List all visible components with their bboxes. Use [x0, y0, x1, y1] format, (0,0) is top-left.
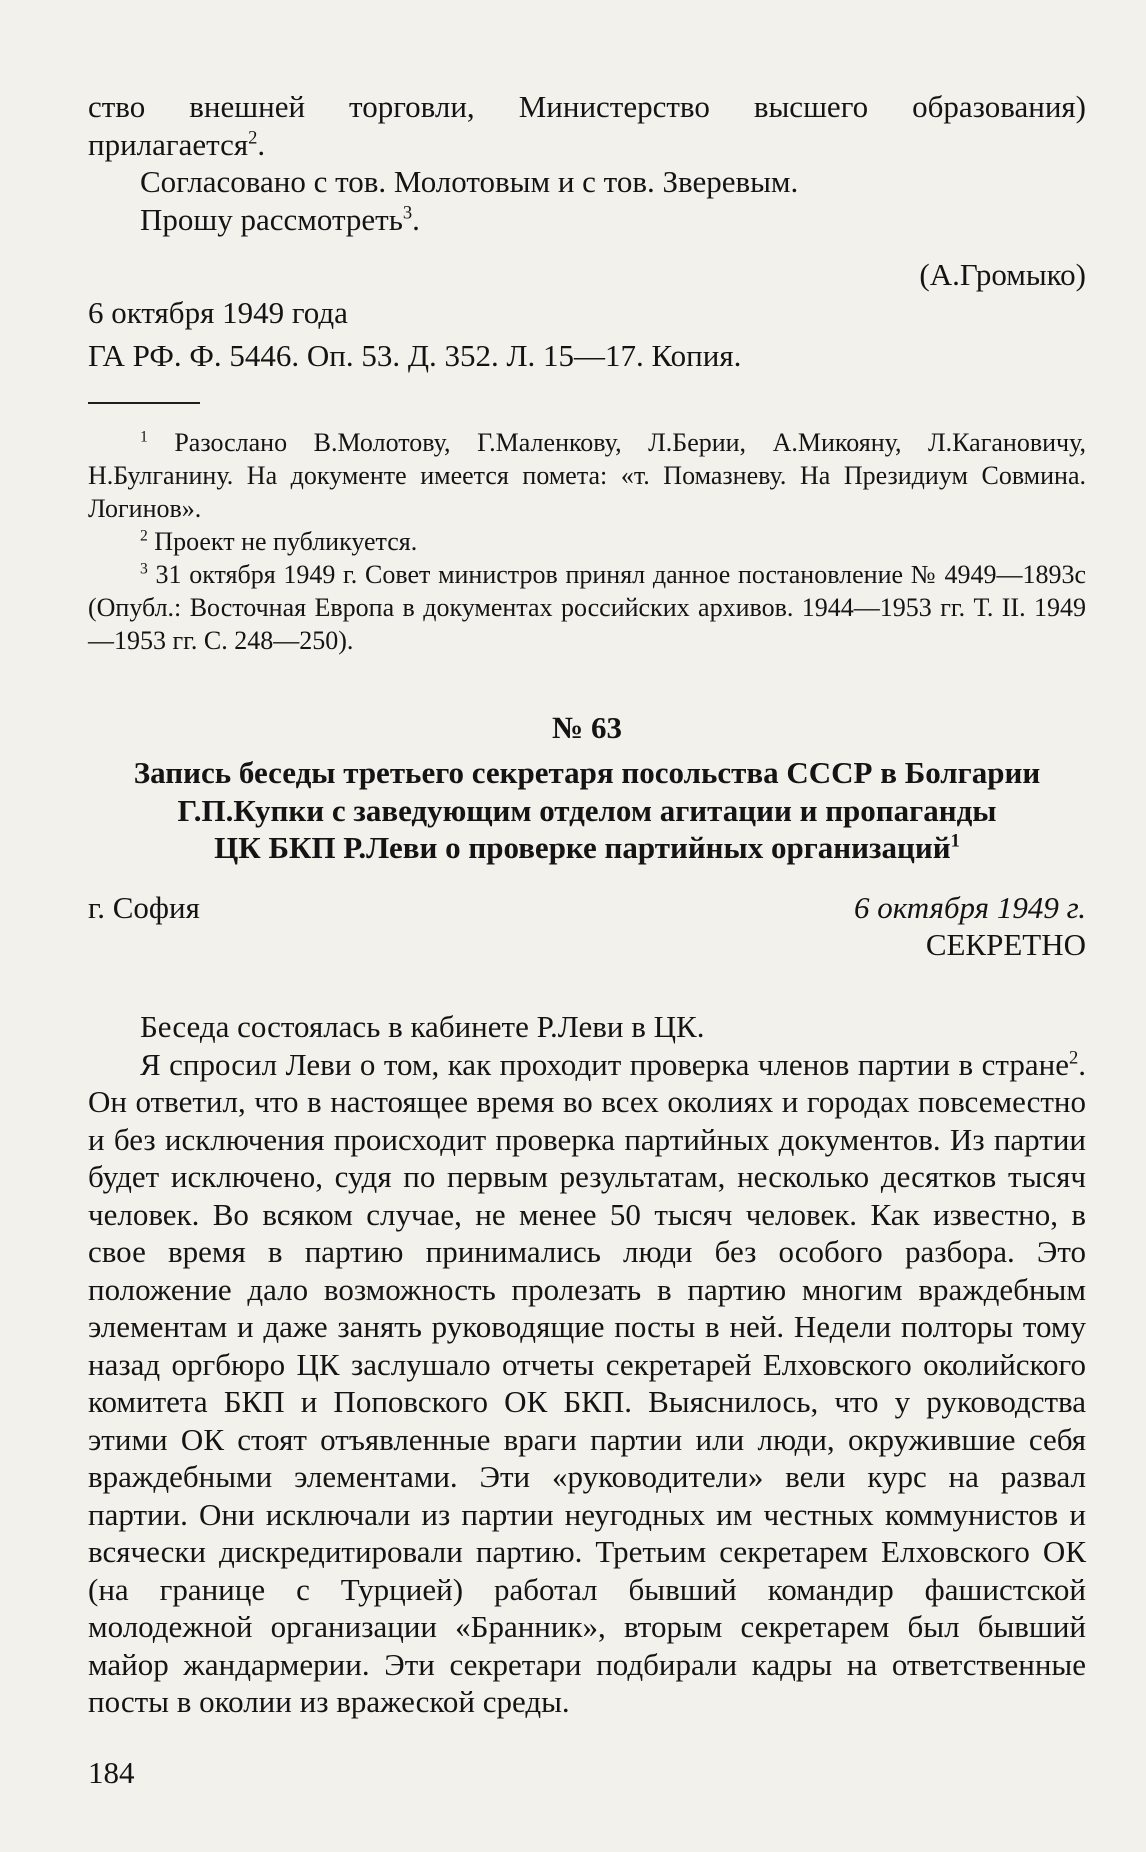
- classification-stamp: СЕКРЕТНО: [925, 927, 1086, 962]
- archive-reference: [88, 337, 1086, 375]
- document-body: [88, 1008, 1086, 1721]
- title-line: [88, 829, 1086, 867]
- document-title: [88, 754, 1086, 867]
- paragraph-text: Беседа состоялась в кабинете Р.Леви в ЦК.: [140, 1009, 705, 1044]
- punctuation: .: [412, 201, 420, 237]
- footnote-marker: 2: [248, 127, 258, 149]
- footnote-2: [88, 525, 1086, 558]
- archive-text: ГА РФ. Ф. 5446. Оп. 53. Д. 352. Л. 15—17. Копия.: [88, 338, 742, 373]
- paragraph-2: [88, 1046, 1086, 1721]
- document-number: № 63: [552, 710, 622, 745]
- footnote-number: 2: [140, 527, 148, 545]
- footnote-marker: 1: [950, 830, 960, 852]
- title-line: Запись беседы третьего секретаря посольства СССР в Болгарии: [133, 755, 1041, 790]
- footnote-text: Проект не публикуется.: [154, 527, 418, 556]
- text-line-content: ство внешней торговли, Министерство высшего образования): [88, 89, 1086, 124]
- footnote-1: [88, 426, 1086, 525]
- page-number: 184: [88, 1755, 135, 1790]
- title-line: Г.П.Купки с заведующим отделом агитации и пропаганды: [177, 792, 997, 828]
- previous-document-ending: [88, 88, 1086, 375]
- agreement-text: Согласовано с тов. Молотовым и с тов. Зверевым.: [140, 164, 799, 199]
- place-date-row: [88, 889, 1086, 927]
- text-line: [88, 88, 1086, 126]
- footnote-text: Разослано В.Молотову, Г.Маленкову, Л.Берии, А.Микояну, Л.Кагановичу, Н.Булганину. На документе имеется помета: «т. Помазневу. На Президиум Совмина. Логинов».: [88, 428, 1086, 523]
- paragraph-text: Я спросил Леви о том, как проходит проверка членов партии в стране: [140, 1046, 1069, 1082]
- footnote-text: 31 октября 1949 г. Совет министров принял данное постановление № 4949—1893с (Опубл.: Восточная Европа в документах российских архивов. 1944—1953 гг. Т. II. 1949—1953 гг. С. 248—250).: [88, 560, 1086, 655]
- footnote-number: 3: [140, 560, 148, 578]
- footnote-marker: 3: [402, 202, 413, 224]
- title-line-text: ЦК БКП Р.Леви о проверке партийных организаций: [214, 830, 951, 865]
- footnote-marker: 2: [1068, 1047, 1079, 1069]
- signature: [88, 256, 1086, 294]
- document-header: [88, 710, 1086, 964]
- text-line: [88, 126, 1086, 164]
- punctuation: .: [257, 126, 266, 162]
- footnote-separator: [88, 402, 200, 404]
- date-text: 6 октября 1949 года: [88, 294, 348, 330]
- footnotes: [88, 426, 1086, 657]
- signature-text: (А.Громыко): [919, 257, 1086, 292]
- document-date: 6 октября 1949 г.: [853, 889, 1086, 925]
- request-text: Прошу рассмотреть: [140, 201, 403, 237]
- paragraph-1: [88, 1008, 1086, 1046]
- agreement-line: [88, 163, 1086, 201]
- footnote-number: 1: [140, 428, 148, 446]
- text-line-content: прилагается: [88, 126, 249, 162]
- signature-date: [88, 294, 1086, 332]
- place: г. София: [88, 889, 200, 925]
- request-line: [88, 201, 1086, 239]
- paragraph-text: . Он ответил, что в настоящее время во всех околиях и городах повсеместно и без исключения происходит проверка партийных документов. Из партии будет исключено, судя по первым результатам, несколько десятков тысяч человек. Во всяком случае, не менее 50 тысяч человек. Как известно, в свое время в партию принимались люди без особого разбора. Это положение дало возможность пролезать в партию многим враждебным элементам и даже занять руководящие посты в ней. Недели полторы тому назад оргбюро ЦК заслушало отчеты секретарей Елховского околийского комитета БКП и Поповского ОК БКП. Выяснилось, что у руководства этими ОК стоят отъявленные враги партии или люди, окружившие себя враждебными элементами. Эти «руководители» вели курс на развал партии. Они исключали из партии неугодных им честных коммунистов и всячески дискредитировали партию. Третьим секретарем Елховского ОК (на границе с Турцией) работал бывший командир фашистской молодежной организации «Бранник», вторым секретарем был бывший майор жандармерии. Эти секретари подбирали кадры на ответственные посты в околии из вражеской среды.: [88, 1046, 1086, 1719]
- footnote-3: [88, 558, 1086, 657]
